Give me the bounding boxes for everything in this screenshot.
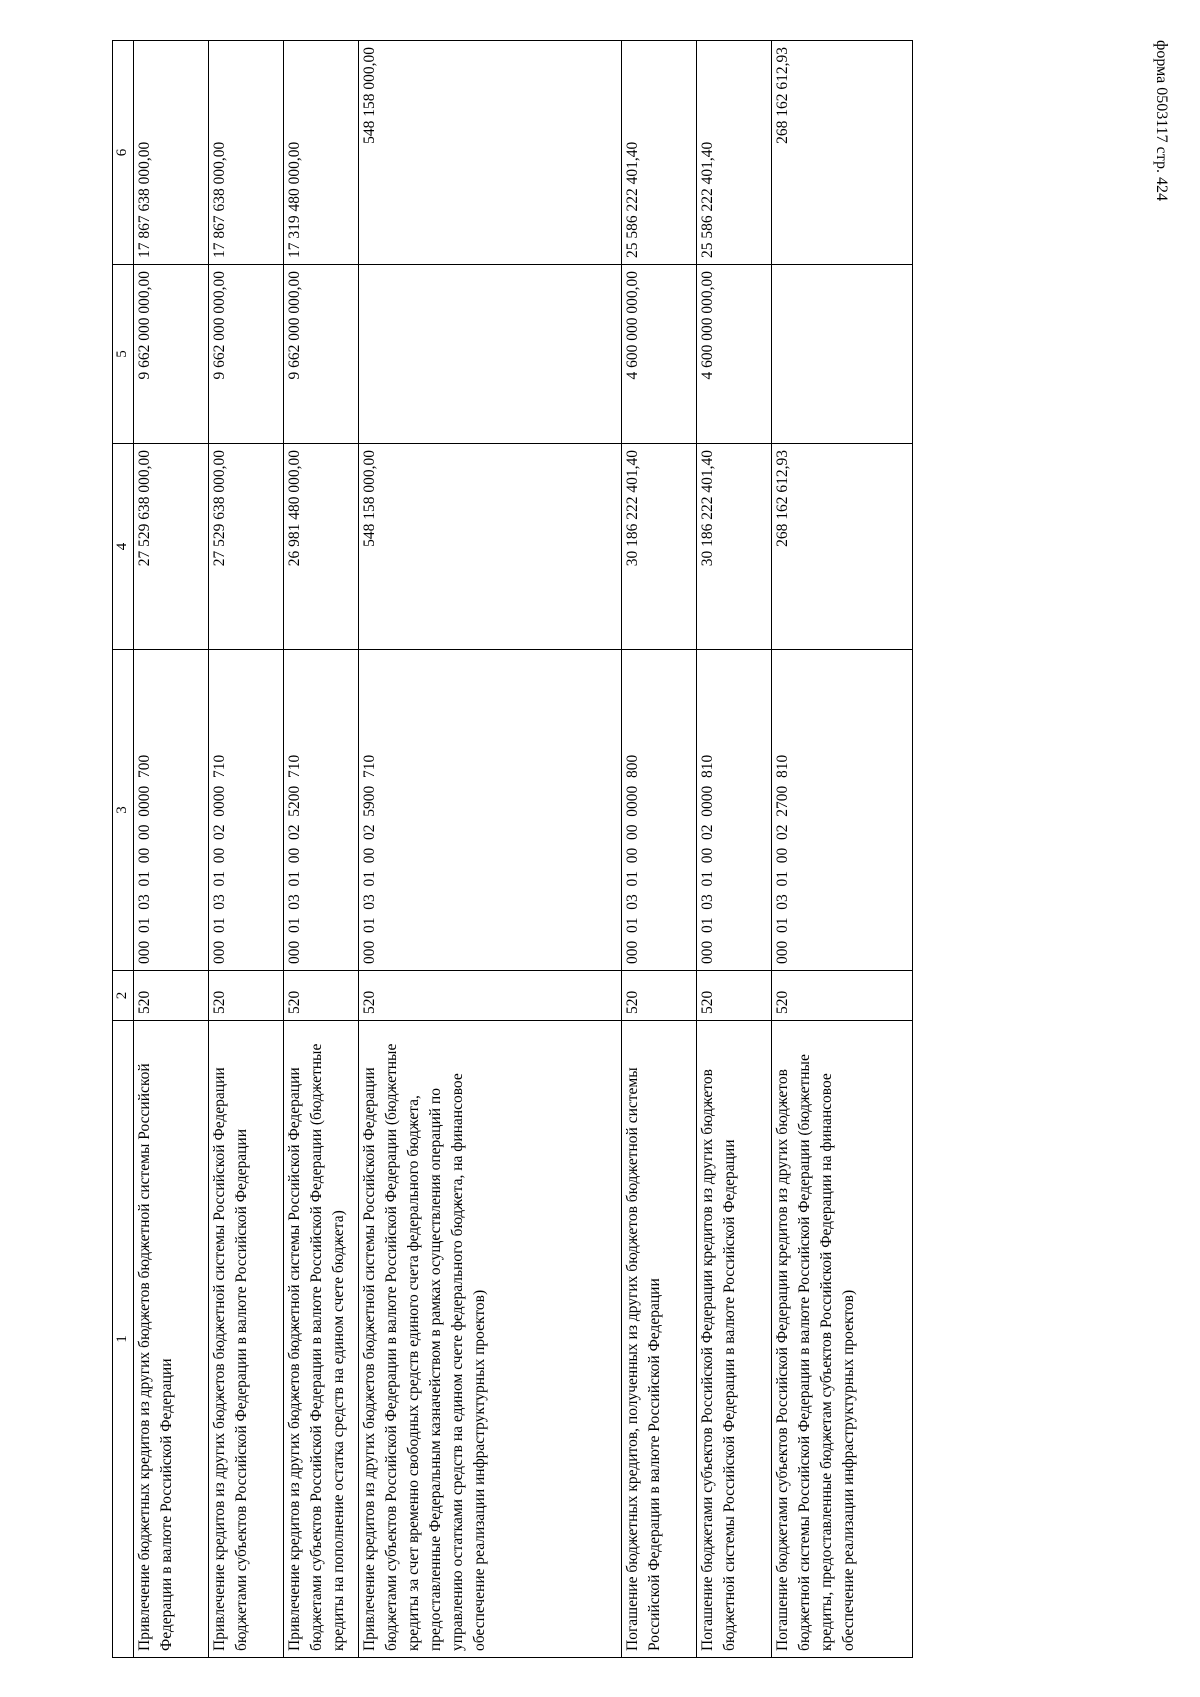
budget-code: 000 01 03 01 00 02 5900 710 [359,650,622,971]
unexecuted-amount: 17 867 638 000,00 [209,41,284,265]
column-header: 1 [113,1021,134,1658]
line-code: 520 [284,971,359,1021]
unexecuted-amount: 268 162 612,93 [772,41,913,265]
approved-amount: 30 186 222 401,40 [622,444,697,650]
budget-code: 000 01 03 01 00 02 0000 710 [209,650,284,971]
executed-amount [359,265,622,444]
executed-amount: 4 600 000 000,00 [622,265,697,444]
table-row [772,41,913,1658]
table-row [359,41,622,1658]
line-code: 520 [622,971,697,1021]
table-row [134,41,209,1658]
executed-amount [772,265,913,444]
executed-amount: 9 662 000 000,00 [134,265,209,444]
approved-amount: 27 529 638 000,00 [209,444,284,650]
column-header: 3 [113,650,134,971]
approved-amount: 27 529 638 000,00 [134,444,209,650]
budget-code: 000 01 03 01 00 00 0000 800 [622,650,697,971]
row-name: Привлечение бюджетных кредитов из других бюджетов бюджетной системы Российской Федерации в валюте Российской Федерации [134,1021,209,1658]
approved-amount: 30 186 222 401,40 [697,444,772,650]
budget-code: 000 01 03 01 00 02 5200 710 [284,650,359,971]
budget-code: 000 01 03 01 00 02 0000 810 [697,650,772,971]
executed-amount: 9 662 000 000,00 [284,265,359,444]
unexecuted-amount: 17 867 638 000,00 [134,41,209,265]
table-row [284,41,359,1658]
line-code: 520 [209,971,284,1021]
line-code: 520 [772,971,913,1021]
table-row [622,41,697,1658]
unexecuted-amount: 25 586 222 401,40 [697,41,772,265]
row-name: Погашение бюджетных кредитов, полученных из других бюджетов бюджетной системы Российской Федерации в валюте Российской Федерации [622,1021,697,1658]
table-row [209,41,284,1658]
approved-amount: 26 981 480 000,00 [284,444,359,650]
rotated-page [112,41,1157,1658]
column-header: 4 [113,444,134,650]
budget-table [112,40,913,1658]
row-name: Привлечение кредитов из других бюджетов бюджетной системы Российской Федерации бюджетами субъектов Российской Федерации в валюте Российской Федерации (бюджетные кредиты на пополнение остатка средств на едином счете бюджета) [284,1021,359,1658]
row-name: Погашение бюджетами субъектов Российской Федерации кредитов из других бюджетов бюджетной системы Российской Федерации в валюте Российской Федерации (бюджетные кредиты, предоставленные бюджетам субъектов Российской Федерации на финансовое обеспечение реализации инфраструктурных проектов) [772,1021,913,1658]
line-code: 520 [134,971,209,1021]
unexecuted-amount: 548 158 000,00 [359,41,622,265]
column-number-row [113,41,134,1658]
executed-amount: 9 662 000 000,00 [209,265,284,444]
line-code: 520 [359,971,622,1021]
approved-amount: 268 162 612,93 [772,444,913,650]
approved-amount: 548 158 000,00 [359,444,622,650]
line-code: 520 [697,971,772,1021]
column-header: 2 [113,971,134,1021]
column-header: 5 [113,265,134,444]
column-header: 6 [113,41,134,265]
row-name: Привлечение кредитов из других бюджетов бюджетной системы Российской Федерации бюджетами субъектов Российской Федерации в валюте Российской Федерации (бюджетные кредиты за счет временно свободных средств единого счета федерального бюджета, предоставленные Федеральным казначейством в рамках осуществления операций по управлению остатками средств на едином счете федерального бюджета, на финансовое обеспечение реализации инфраструктурных проектов) [359,1021,622,1658]
budget-code: 000 01 03 01 00 02 2700 810 [772,650,913,971]
table-row [697,41,772,1658]
budget-code: 000 01 03 01 00 00 0000 700 [134,650,209,971]
row-name: Погашение бюджетами субъектов Российской Федерации кредитов из других бюджетов бюджетной системы Российской Федерации в валюте Российской Федерации [697,1021,772,1658]
unexecuted-amount: 17 319 480 000,00 [284,41,359,265]
executed-amount: 4 600 000 000,00 [697,265,772,444]
unexecuted-amount: 25 586 222 401,40 [622,41,697,265]
form-label: форма 0503117 стр. 424 [1153,40,1170,201]
row-name: Привлечение кредитов из других бюджетов бюджетной системы Российской Федерации бюджетами субъектов Российской Федерации в валюте Российской Федерации [209,1021,284,1658]
